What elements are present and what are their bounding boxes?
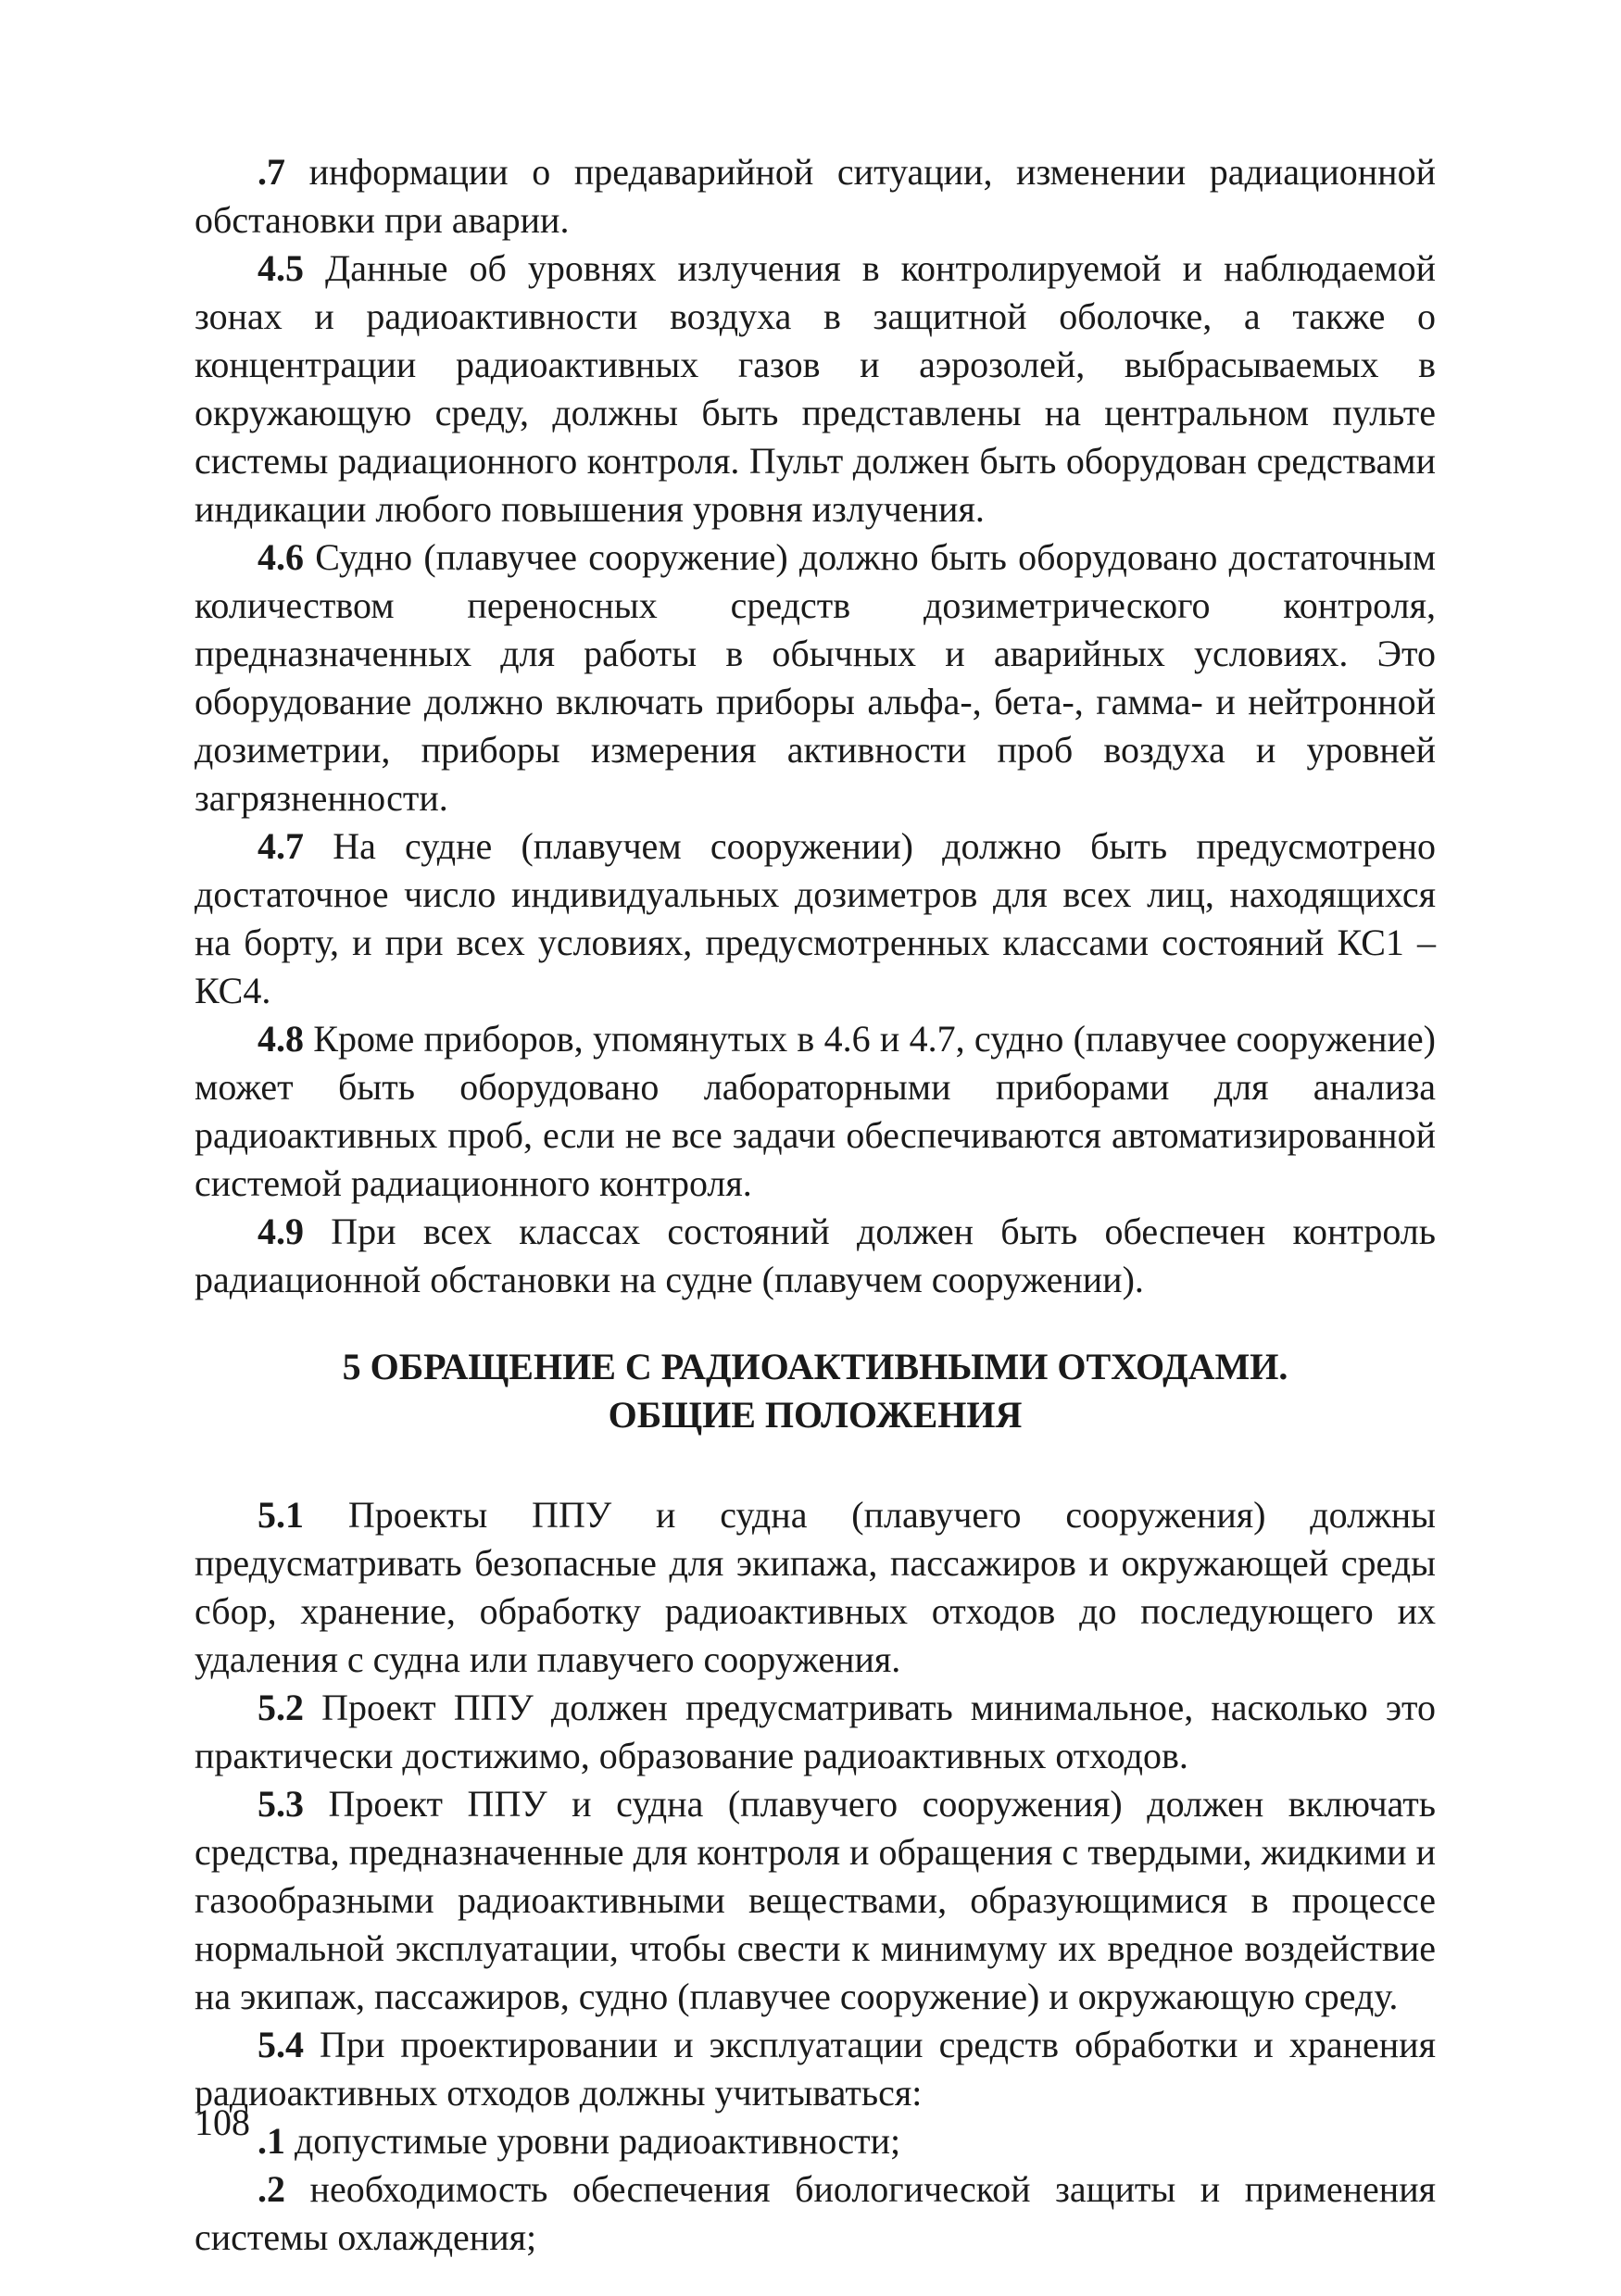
paragraph-item-7 — [195, 148, 1436, 245]
paragraph-number: 5.3 — [258, 1783, 304, 1825]
paragraph-number: 5.1 — [258, 1494, 304, 1536]
paragraph-4-5 — [195, 245, 1436, 533]
paragraph-number: 4.9 — [258, 1211, 304, 1252]
paragraph-text: При проектировании и эксплуатации средств обработки и хранения радиоактивных отходов должны учитываться: — [195, 2024, 1436, 2114]
paragraph-text: Судно (плавучее сооружение) должно быть оборудовано достаточным количеством переносных средств дозиметрического контроля, предназначенных для работы в обычных и аварийных условиях. Это оборудование должно включать приборы альфа-, бета-, гамма- и нейтронной дозиметрии, приборы измерения активности проб воздуха и уровней загрязненности. — [195, 536, 1436, 819]
paragraph-text: необходимость обеспечения биологической защиты и применения системы охлаждения; — [195, 2168, 1436, 2258]
paragraph-number: 4.5 — [258, 247, 304, 289]
paragraph-number: 4.8 — [258, 1018, 304, 1060]
paragraph-text: Проекты ППУ и судна (плавучего сооружения) должны предусматривать безопасные для экипажа, пассажиров и окружающей среды сбор, хранение, обработку радиоактивных отходов до последующего их удаления с судна или плавучего сооружения. — [195, 1494, 1436, 1680]
paragraph-number: .1 — [258, 2120, 285, 2162]
paragraph-number: 4.7 — [258, 825, 304, 867]
paragraph-4-6 — [195, 533, 1436, 822]
paragraph-5-4-item-1 — [195, 2117, 1436, 2165]
paragraph-text: На судне (плавучем сооружении) должно быть предусмотрено достаточное число индивидуальных дозиметров для всех лиц, находящихся на борту, и при всех условиях, предусмотренных классами состояний КС1 – КС4. — [195, 825, 1436, 1011]
paragraph-number: 5.4 — [258, 2024, 304, 2065]
section-5-heading — [195, 1343, 1436, 1439]
section-5-heading-line-1: 5 ОБРАЩЕНИЕ С РАДИОАКТИВНЫМИ ОТХОДАМИ. — [342, 1346, 1288, 1387]
paragraph-number: 4.6 — [258, 536, 304, 578]
paragraph-5-1 — [195, 1491, 1436, 1684]
paragraph-text: Проект ППУ и судна (плавучего сооружения) должен включать средства, предназначенные для контроля и обращения с твердыми, жидкими и газообразными радиоактивными веществами, образующимися в процессе нормальной эксплуатации, чтобы свести к минимуму их вредное воздействие на экипаж, пассажиров, судно (плавучее сооружение) и окружающую среду. — [195, 1783, 1436, 2017]
paragraph-4-8 — [195, 1015, 1436, 1208]
paragraph-5-4 — [195, 2021, 1436, 2117]
paragraph-number: .7 — [258, 151, 285, 193]
page-number: 108 — [195, 2102, 250, 2143]
paragraph-5-2 — [195, 1684, 1436, 1780]
paragraph-number: 5.2 — [258, 1687, 304, 1728]
paragraph-4-7 — [195, 822, 1436, 1015]
paragraph-5-4-item-2 — [195, 2165, 1436, 2262]
paragraph-text: информации о предаварийной ситуации, изменении радиационной обстановки при аварии. — [195, 151, 1436, 241]
paragraph-text: При всех классах состояний должен быть обеспечен контроль радиационной обстановки на судне (плавучем сооружении). — [195, 1211, 1436, 1300]
document-page — [195, 148, 1436, 2262]
paragraph-text: Данные об уровнях излучения в контролируемой и наблюдаемой зонах и радиоактивности воздуха в защитной оболочке, а также о концентрации радиоактивных газов и аэрозолей, выбрасываемых в окружающую среду, должны быть представлены на центральном пульте системы радиационного контроля. Пульт должен быть оборудован средствами индикации любого повышения уровня излучения. — [195, 247, 1436, 530]
paragraph-number: .2 — [258, 2168, 285, 2210]
paragraph-4-9 — [195, 1208, 1436, 1304]
paragraph-text: допустимые уровни радиоактивности; — [285, 2120, 901, 2162]
section-5-heading-line-2: ОБЩИЕ ПОЛОЖЕНИЯ — [608, 1394, 1023, 1436]
paragraph-5-3 — [195, 1780, 1436, 2021]
paragraph-text: Кроме приборов, упомянутых в 4.6 и 4.7, судно (плавучее сооружение) может быть оборудовано лабораторными приборами для анализа радиоактивных проб, если не все задачи обеспечиваются автоматизированной системой радиационного контроля. — [195, 1018, 1436, 1204]
paragraph-text: Проект ППУ должен предусматривать минимальное, насколько это практически достижимо, образование радиоактивных отходов. — [195, 1687, 1436, 1776]
